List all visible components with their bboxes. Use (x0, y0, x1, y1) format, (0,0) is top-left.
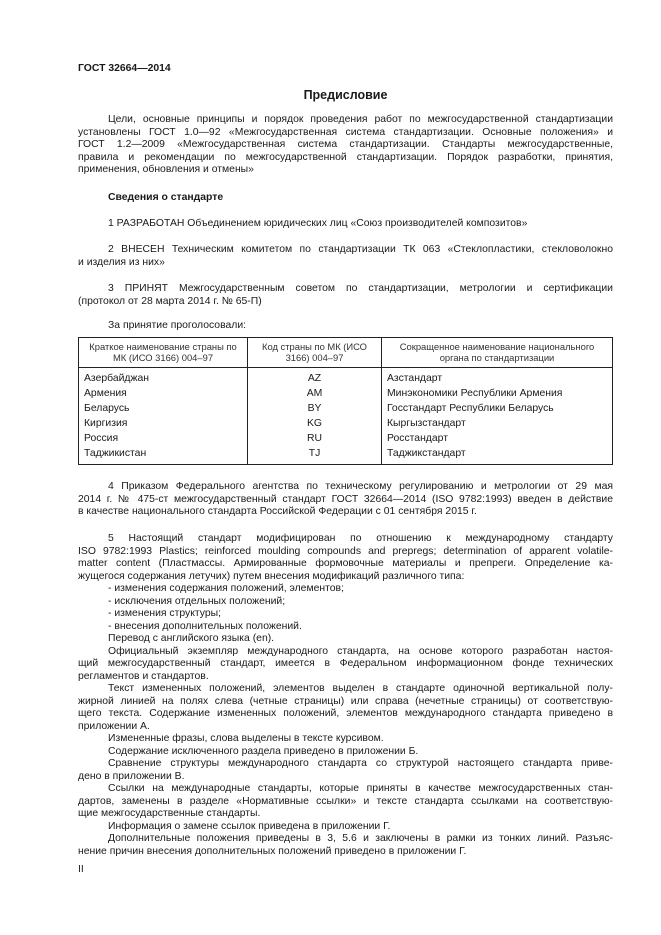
text-line: применения, обновления и отмены» (78, 164, 254, 175)
text-line: и изделия из них» (78, 256, 165, 268)
voting-table (78, 337, 613, 465)
text-line: в качестве национального стандарта Российской Федерации с 01 сентября 2015 г. (78, 506, 477, 517)
code-cell: TJ (248, 446, 382, 465)
item-4 (78, 481, 613, 519)
text-line: 2 ВНЕСЕН Техническим комитетом по стандартизации ТК 063 «Стеклопластики, стекловолокно (108, 244, 613, 255)
item-3 (78, 283, 613, 308)
item-2 (78, 244, 613, 269)
text-line: Информация о замене ссылок приведена в приложении Г. (108, 820, 391, 832)
authority-cell: Кыргызстандарт (382, 416, 613, 431)
text-line: - изменения структуры; (108, 608, 221, 619)
text-line: - изменения содержания положений, элементов; (108, 583, 344, 594)
table-row (79, 401, 613, 416)
text-line: - исключения отдельных положений; (108, 595, 286, 607)
text-line: 3 ПРИНЯТ Межгосударственным советом по стандартизации, метрологии и сертификации (108, 283, 613, 294)
item-1 (78, 218, 613, 231)
country-cell: Беларусь (79, 401, 248, 416)
authority-cell: Росстандарт (382, 431, 613, 446)
document-header: ГОСТ 32664—2014 (78, 63, 171, 74)
text-line: ISO 9782:1993 Plastics; reinforced moulding compounds and prepregs; determination of apparent volatile- (78, 545, 613, 557)
text-line: щего текста. Содержание измененных положений, элементов международного стандарта приведено в (78, 708, 613, 719)
text-line: Содержание исключенного раздела приведено в приложении Б. (108, 745, 419, 757)
text-line: щий межгосударственный стандарт, имеется в Федеральном информационном фонде технических (78, 658, 613, 669)
text-line: дено в приложении В. (78, 770, 185, 782)
text-line: Официальный экземпляр международного стандарта, на основе которого разработан настоя- (108, 645, 613, 657)
text-line: 2014 г. № 475-ст межгосударственный стандарт ГОСТ 32664—2014 (ISO 9782:1993) введен в действие (78, 493, 613, 505)
page-number: II (78, 864, 84, 875)
text-line: 1 РАЗРАБОТАН Объединением юридических лиц «Союз производителей композитов» (108, 218, 528, 229)
code-cell: BY (248, 401, 382, 416)
text-line: (протокол от 28 марта 2014 г. № 65-П) (78, 295, 262, 307)
column-header-code: Код страны по МК (ИСО 3166) 004–97 (248, 338, 382, 368)
country-cell: Азербайджан (79, 368, 248, 387)
code-cell: AM (248, 386, 382, 401)
column-header-country: Краткое наименование страны по МК (ИСО 3166) 004–97 (79, 338, 248, 368)
country-cell: Таджикистан (79, 446, 248, 465)
text-line: Измененные фразы, слова выделены в тексте курсивом. (108, 733, 384, 744)
code-cell: KG (248, 416, 382, 431)
text-line: правила и рекомендации по межгосударственной стандартизации. Порядок разработки, принятия, (78, 151, 613, 163)
authority-cell: Минэкономики Республики Армения (382, 386, 613, 401)
text-line: matter content (Пластмассы. Армированные формовочные материалы и препреги. Определение ка- (78, 558, 613, 569)
table-row (79, 368, 613, 387)
text-line: Цели, основные принципы и порядок проведения работ по межгосударственной стандартизации (108, 114, 613, 125)
text-line: нение причин внесения дополнительных положений приведено в приложении Г. (78, 845, 467, 857)
page-title: Предисловие (303, 88, 388, 102)
code-cell: AZ (248, 368, 382, 387)
vote-caption: За принятие проголосовали: (108, 320, 247, 331)
authority-cell: Госстандарт Республики Беларусь (382, 401, 613, 416)
country-cell: Киргизия (79, 416, 248, 431)
text-line: 4 Приказом Федерального агентства по техническому регулированию и метрологии от 29 мая (108, 481, 613, 492)
country-cell: Россия (79, 431, 248, 446)
text-line: Перевод с английского языка (en). (108, 633, 275, 644)
text-line: Ссылки на международные стандарты, которые приняты в качестве межгосударственных стан- (108, 783, 613, 794)
table-row (79, 446, 613, 465)
text-line: Дополнительные положения приведены в 3, 5.6 и заключены в рамки из тонких линий. Разъяс- (108, 833, 613, 844)
text-line: 5 Настоящий стандарт модифицирован по отношению к международному стандарту (108, 533, 613, 544)
text-line: дартов, заменены в разделе «Нормативные ссылки» и тексте стандарта ссылками на соответствую- (78, 795, 613, 807)
authority-cell: Азстандарт (382, 368, 613, 387)
table-header-row (79, 338, 613, 368)
text-line: - внесения дополнительных положений. (108, 620, 302, 632)
text-line: приложении А. (78, 720, 150, 732)
table-row (79, 431, 613, 446)
item-5 (78, 533, 613, 858)
text-line: Текст измененных положений, элементов выделен в стандарте одиночной вертикальной полу- (108, 683, 613, 694)
table-row (79, 386, 613, 401)
text-line: ГОСТ 1.2—2009 «Межгосударственная система стандартизации. Стандарты межгосударственные, (78, 139, 613, 150)
text-line: установлены ГОСТ 1.0—92 «Межгосударственная система стандартизации. Основные положения» и (78, 126, 613, 138)
text-line: Сравнение структуры международного стандарта со структурой настоящего стандарта приве- (108, 758, 613, 769)
text-line: жирной линией на полях слева (четные страницы) или справа (нечетные страницы) от соответствую- (78, 695, 613, 707)
table-row (79, 416, 613, 431)
text-line: регламентов и стандартов. (78, 670, 209, 682)
column-header-authority: Сокращенное наименование национального органа по стандартизации (382, 338, 613, 368)
intro-paragraph (78, 114, 613, 177)
authority-cell: Таджикстандарт (382, 446, 613, 465)
section-heading: Сведения о стандарте (108, 192, 224, 203)
code-cell: RU (248, 431, 382, 446)
text-line: щие межгосударственные стандарты. (78, 808, 261, 819)
text-line: жущегося содержания летучих) путем внесения модификаций различного типа: (78, 570, 465, 582)
country-cell: Армения (79, 386, 248, 401)
